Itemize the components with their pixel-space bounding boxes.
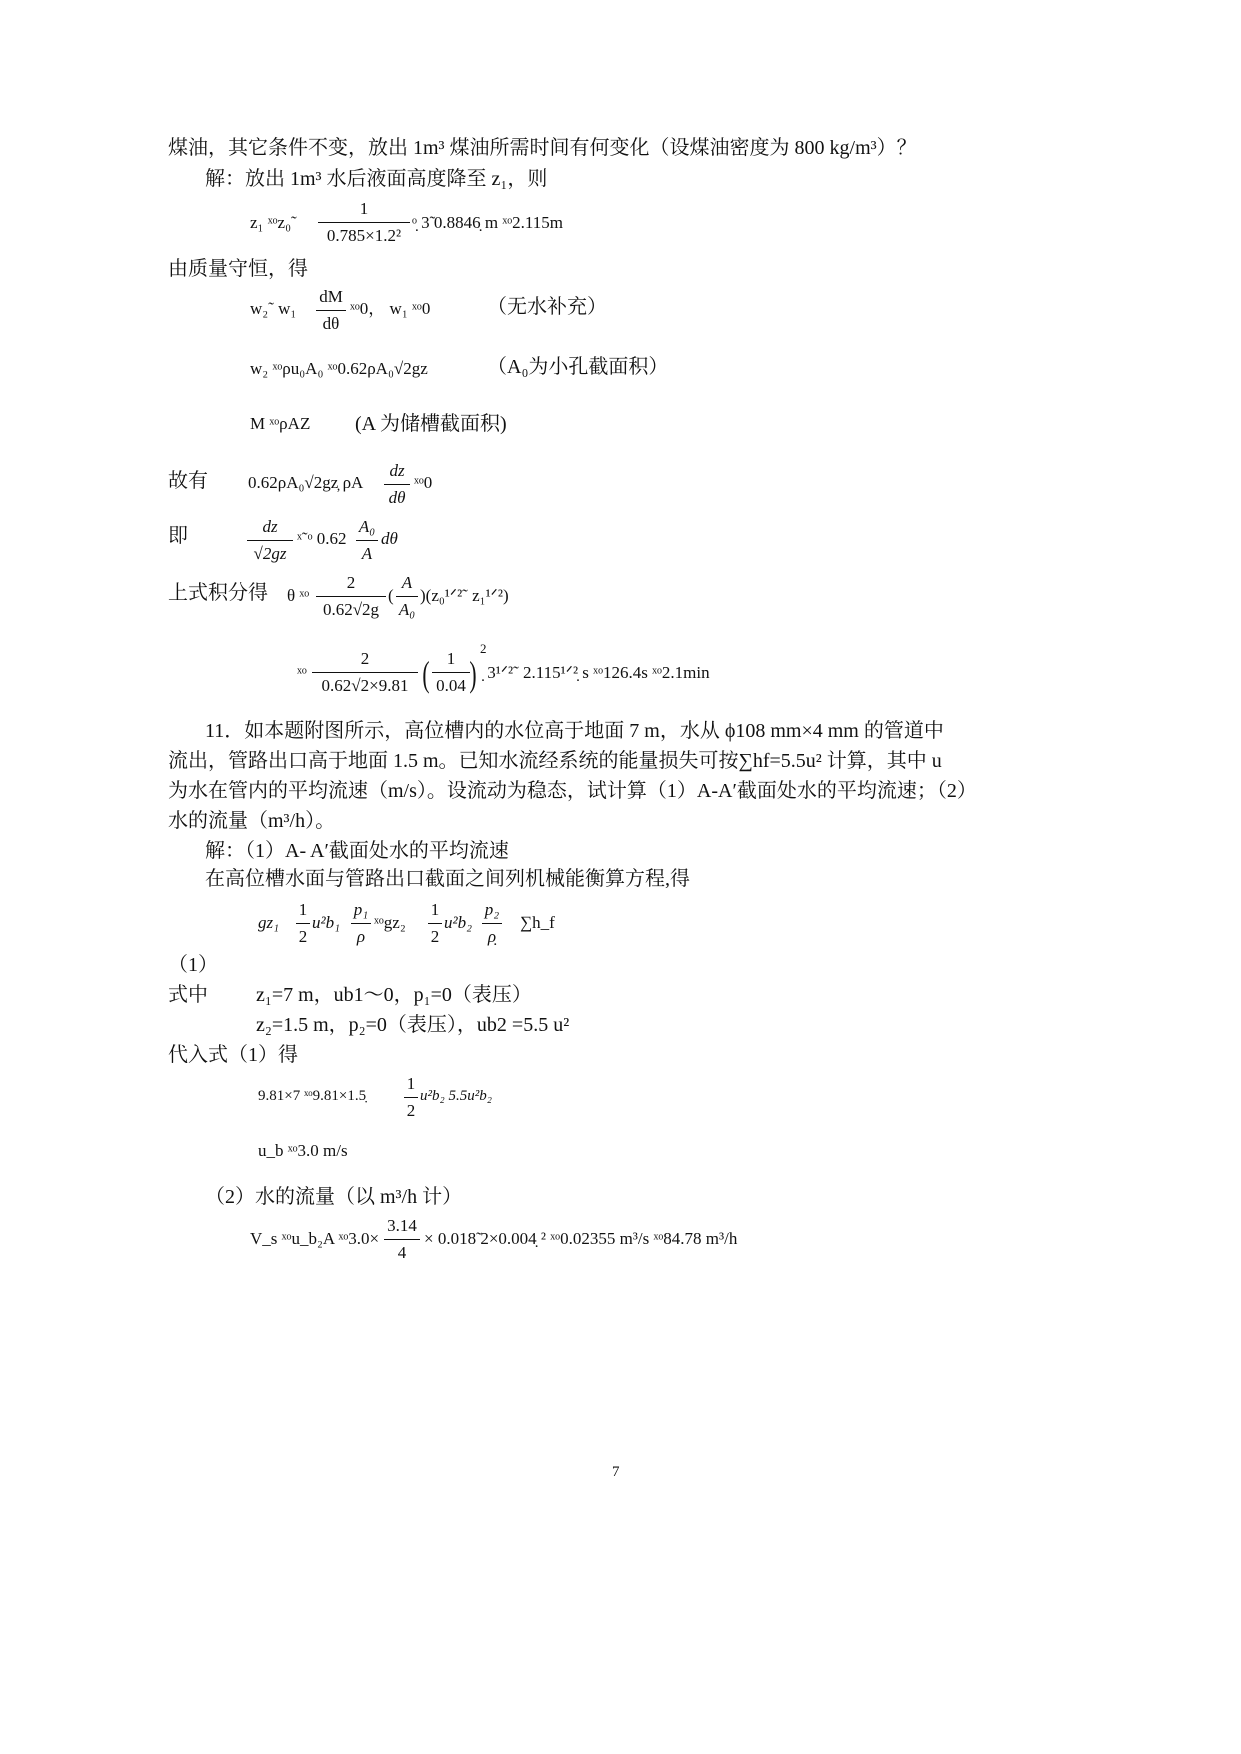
line-mass-conservation: 由质量守恒，得 bbox=[168, 258, 308, 280]
eq1-den: 0.785×1.2² bbox=[326, 226, 402, 245]
eq10-den: 2 bbox=[406, 1101, 416, 1120]
eq1-fraction bbox=[318, 198, 410, 247]
eq10-fraction bbox=[404, 1073, 418, 1122]
eq8-rparen: ) bbox=[469, 654, 477, 694]
eq2-note: （无水补充） bbox=[487, 296, 607, 318]
eq8-b: ̣ 3¹ᐟ²˜ 2.115¹ᐟ²̣ s ˣᵒ126.4s ˣᵒ2.1min bbox=[483, 663, 710, 682]
eq4-note: (A 为储槽截面积) bbox=[355, 413, 507, 435]
eq6-ratio bbox=[356, 516, 378, 565]
eq8-lparen: ( bbox=[422, 654, 430, 694]
fraction-bar bbox=[428, 923, 442, 924]
p11-solution-2: 在高位槽水面与管路出口截面之间列机械能衡算方程,得 bbox=[205, 868, 690, 890]
eq12-a: V_s ˣᵒu_b₂A ˣᵒ3.0× bbox=[250, 1229, 380, 1248]
eq7-num: 2 bbox=[346, 573, 356, 592]
eq3-note: （A₀为小孔截面积） bbox=[487, 356, 669, 378]
p11-line-d: 水的流量（m³/h）。 bbox=[168, 810, 336, 832]
eq7-den: 0.62√2g bbox=[322, 600, 380, 619]
fraction-bar bbox=[356, 540, 378, 541]
eq10-num: 1 bbox=[406, 1074, 416, 1093]
eq12-fraction bbox=[384, 1215, 420, 1264]
eq6-fraction bbox=[247, 516, 293, 565]
eq8-fraction bbox=[312, 648, 418, 697]
eq6-fden: A bbox=[361, 544, 373, 563]
label-integration: 上式积分得 bbox=[168, 582, 268, 604]
fraction-bar bbox=[316, 596, 386, 597]
equation-number: （1） bbox=[168, 954, 218, 976]
eq8-a: ˣᵒ bbox=[297, 663, 307, 682]
fraction-bar bbox=[351, 923, 371, 924]
eq9-f1den: 2 bbox=[298, 927, 308, 946]
eq9-frac1 bbox=[296, 899, 310, 948]
page-number: 7 bbox=[612, 1464, 620, 1480]
eq6-c: dθ bbox=[381, 529, 398, 548]
eq3: w₂ ˣᵒρu₀A₀ ˣᵒ0.62ρA₀√2gz bbox=[250, 359, 428, 378]
eq5-a: 0.62ρA₀√2gz̦ ρA bbox=[248, 473, 364, 492]
eq9-frac4 bbox=[482, 899, 502, 948]
eq7-fden: A₀ bbox=[398, 600, 416, 619]
eq9-f2num: p₁ bbox=[353, 900, 369, 919]
label-shizhong: 式中 bbox=[168, 984, 208, 1006]
eq12-b: × 0.018̃ 2×0.004̣ ² ˣᵒ0.02355 m³/s ˣᵒ84.78 m³/h bbox=[424, 1229, 738, 1248]
fraction-bar bbox=[396, 596, 418, 597]
fraction-bar bbox=[384, 484, 410, 485]
eq7-b: ( bbox=[388, 586, 394, 605]
eq1-lhs: z₁ ˣᵒz₀˜ bbox=[250, 213, 297, 232]
eq8-ratio bbox=[432, 648, 470, 697]
fraction-bar bbox=[312, 672, 418, 673]
condition-1: z₁=7 m，ub1～0，p₁=0（表压） bbox=[256, 984, 532, 1006]
eq2-den: dθ bbox=[322, 314, 340, 333]
eq8-num: 2 bbox=[360, 649, 370, 668]
fraction-bar bbox=[384, 1239, 420, 1240]
eq9-frac2 bbox=[351, 899, 371, 948]
eq8-pnum: 1 bbox=[446, 649, 456, 668]
eq9-d: u²b₂ bbox=[444, 913, 473, 932]
eq2-a: w₂˜ w₁ bbox=[250, 299, 297, 318]
eq8-den: 0.62√2×9.81 bbox=[321, 676, 409, 695]
p11-line-b: 流出，管路出口高于地面 1.5 m。已知水流经系统的能量损失可按∑hf=5.5u² 计算，其中 u bbox=[168, 750, 942, 772]
eq9-f1num: 1 bbox=[298, 900, 308, 919]
eq7-fraction bbox=[316, 572, 386, 621]
eq2-fraction bbox=[316, 286, 346, 335]
p11-line-c: 为水在管内的平均流速（m/s）。设流动为稳态，试计算（1）A-A′截面处水的平均流速；（2） bbox=[168, 780, 977, 802]
eq8-pden: 0.04 bbox=[436, 676, 466, 695]
eq9-e: ∑h_f bbox=[520, 913, 555, 932]
fraction-bar bbox=[482, 923, 502, 924]
eq12-den: 4 bbox=[397, 1243, 407, 1262]
label-substitute: 代入式（1）得 bbox=[168, 1044, 298, 1066]
fraction-bar bbox=[296, 923, 310, 924]
eq6-num: dz bbox=[262, 517, 278, 536]
eq6-fnum: A₀ bbox=[358, 517, 376, 536]
eq10-b: u²b₂ 5.5u²b₂ bbox=[420, 1088, 492, 1104]
eq9-c: ˣᵒgz₂ bbox=[374, 913, 406, 932]
fraction-bar bbox=[316, 310, 346, 311]
eq12-num: 3.14 bbox=[387, 1216, 417, 1235]
eq2-b: ˣᵒ0， w₁ ˣᵒ0 bbox=[350, 299, 431, 318]
eq9-f2den: ρ bbox=[356, 927, 366, 946]
eq9-a: gz₁ bbox=[258, 913, 280, 932]
label-guyou: 故有 bbox=[168, 470, 208, 492]
eq9-b: u²b₁ bbox=[312, 913, 341, 932]
line-intro: 煤油，其它条件不变，放出 1m³ 煤油所需时间有何变化（设煤油密度为 800 kg/m³）？ bbox=[168, 137, 917, 159]
eq9-frac3 bbox=[428, 899, 442, 948]
eq4: M ˣᵒρAZ bbox=[250, 414, 311, 433]
eq9-f4den: ρ̣ bbox=[487, 927, 497, 946]
p11-solution-1: 解：（1）A- A′截面处水的平均流速 bbox=[205, 840, 509, 862]
eq6-den: √2gz bbox=[253, 544, 287, 563]
eq7-fnum: A bbox=[401, 573, 413, 592]
eq11: u_b ˣᵒ3.0 m/s bbox=[258, 1141, 348, 1160]
fraction-bar bbox=[318, 222, 410, 223]
fraction-bar bbox=[404, 1097, 418, 1098]
eq5-den: dθ bbox=[388, 488, 406, 507]
label-ji: 即 bbox=[168, 525, 188, 547]
eq8-exp: 2 bbox=[480, 641, 487, 656]
eq5-b: ˣᵒ0 bbox=[414, 473, 433, 492]
part-2-heading: （2）水的流量（以 m³/h 计） bbox=[205, 1186, 463, 1208]
eq9-f4num: p₂ bbox=[484, 900, 500, 919]
eq1-rhs: ᵒ̣ 3̃ 0.8846̣ m ˣᵒ2.115m bbox=[412, 213, 564, 232]
line-solution-start: 解：放出 1m³ 水后液面高度降至 z₁，则 bbox=[205, 168, 548, 190]
eq9-f3den: 2 bbox=[430, 927, 440, 946]
eq5-num: dz bbox=[389, 461, 405, 480]
eq9-f3num: 1 bbox=[430, 900, 440, 919]
eq10-a: 9.81×7 ˣᵒ9.81×1.5̣ bbox=[258, 1088, 367, 1104]
eq7-a: θ ˣᵒ bbox=[287, 586, 310, 605]
condition-2: z₂=1.5 m，p₂=0（表压），ub2 =5.5 u² bbox=[256, 1014, 570, 1036]
eq5-fraction bbox=[384, 460, 410, 509]
eq1-num: 1 bbox=[359, 199, 369, 218]
fraction-bar bbox=[247, 540, 293, 541]
eq7-ratio bbox=[396, 572, 418, 621]
eq2-num: dM bbox=[319, 287, 343, 306]
eq6-b: ˣ˜ᵒ 0.62 bbox=[297, 529, 347, 548]
p11-line-a: 11．如本题附图所示，高位槽内的水位高于地面 7 m，水从 ϕ108 mm×4 mm 的管道中 bbox=[205, 720, 944, 742]
eq7-c: )(z₀¹ᐟ²˜ z₁¹ᐟ²) bbox=[420, 586, 509, 605]
fraction-bar bbox=[432, 672, 470, 673]
